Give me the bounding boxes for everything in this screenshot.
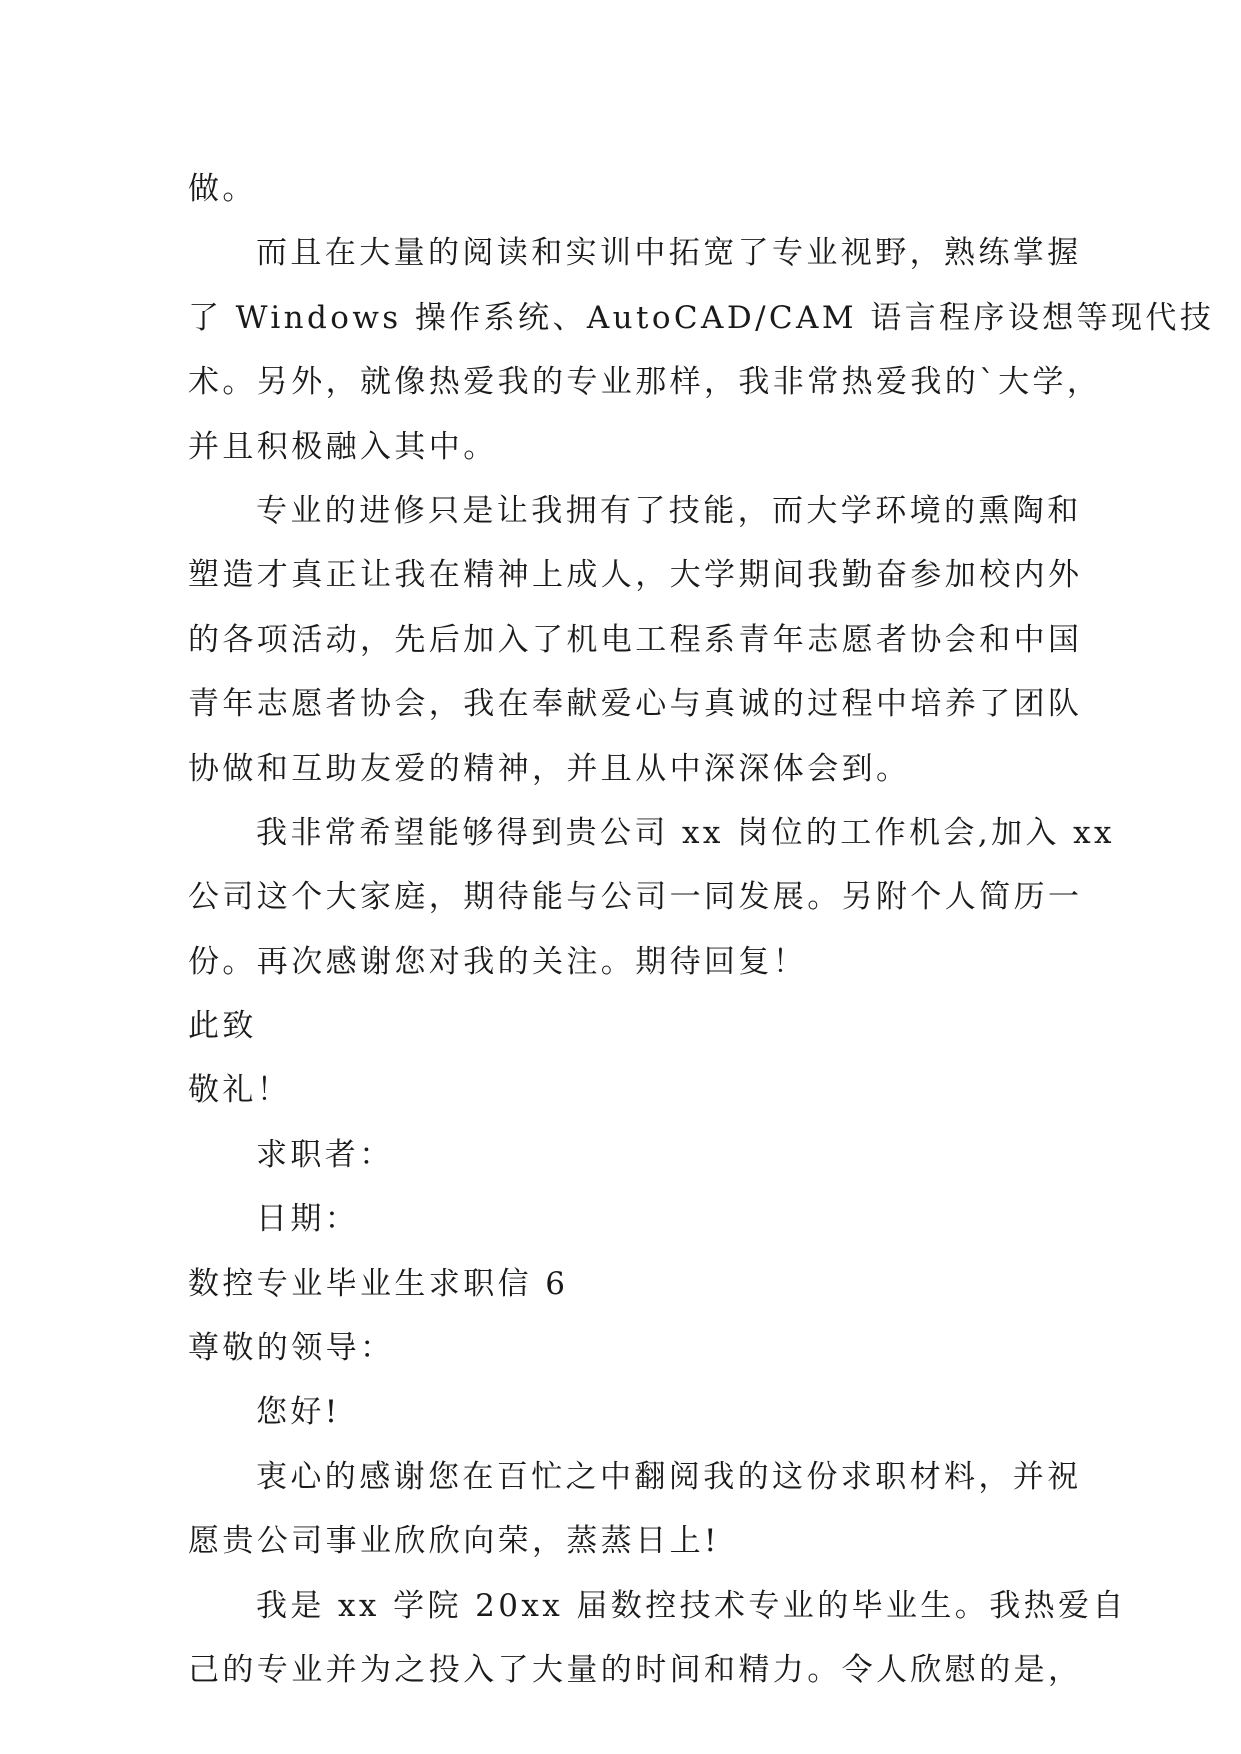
paragraph-start-line: 专业的进修只是让我拥有了技能，而大学环境的熏陶和 [256,492,1082,529]
date-label: 日期： [256,1201,360,1238]
text-line: 塑造才真正让我在精神上成人，大学期间我勤奋参加校内外 [188,557,1083,594]
text-line: 的各项活动，先后加入了机电工程系青年志愿者协会和中国 [188,621,1083,658]
text-line: 协做和互助友爱的精神，并且从中深深体会到。 [188,750,911,787]
paragraph-start-line: 我非常希望能够得到贵公司 xx 岗位的工作机会,加入 xx [256,814,1115,851]
salutation: 尊敬的领导： [188,1330,395,1367]
closing-line: 此致 [188,1008,257,1045]
text-line: 术。另外，就像热爱我的专业那样，我非常热爱我的`大学， [188,364,1102,401]
paragraph-start-line: 衷心的感谢您在百忙之中翻阅我的这份求职材料，并祝 [256,1458,1082,1495]
text-line: 份。再次感谢您对我的关注。期待回复！ [188,943,808,980]
text-line: 愿贵公司事业欣欣向荣，蒸蒸日上! [188,1523,720,1560]
text-line: 了 Windows 操作系统、AutoCAD/CAM 语言程序设想等现代技 [188,299,1215,336]
document-body [188,157,1215,1702]
section-title: 数控专业毕业生求职信 6 [188,1265,569,1302]
text-line: 做。 [188,171,257,207]
greeting: 您好! [256,1394,341,1431]
paragraph-start-line: 我是 xx 学院 20xx 届数控技术专业的毕业生。我热爱自 [256,1587,1127,1624]
text-line: 青年志愿者协会，我在奉献爱心与真诚的过程中培养了团队 [188,686,1083,723]
text-line: 公司这个大家庭，期待能与公司一同发展。另附个人简历一 [188,879,1083,916]
paragraph-start-line: 而且在大量的阅读和实训中拓宽了专业视野，熟练掌握 [256,235,1082,272]
closing-salute: 敬礼！ [188,1072,292,1109]
applicant-label: 求职者： [256,1136,394,1173]
text-line: 并且积极融入其中。 [188,428,498,465]
text-line: 己的专业并为之投入了大量的时间和精力。令人欣慰的是， [188,1651,1083,1688]
